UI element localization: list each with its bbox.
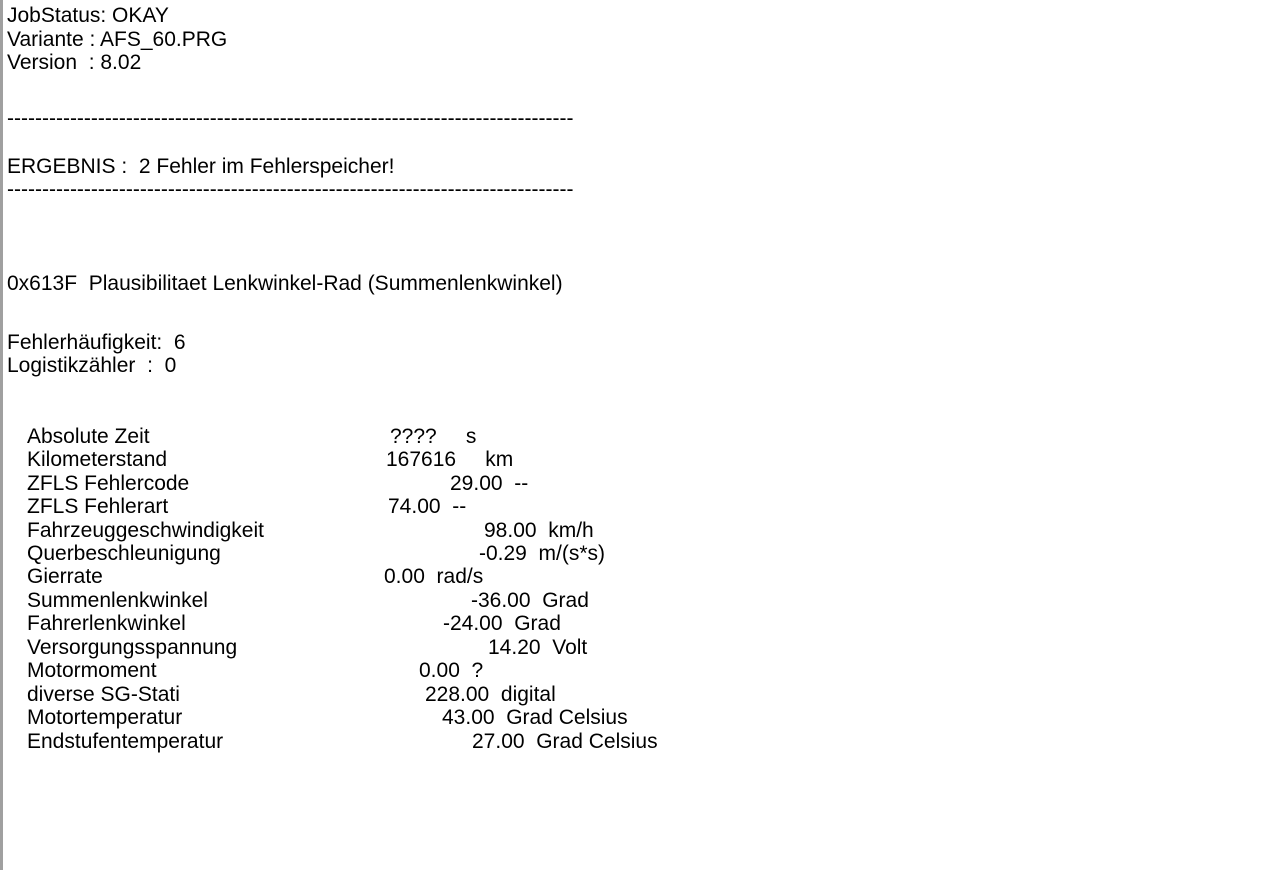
env-label: Fahrzeuggeschwindigkeit (27, 519, 264, 542)
logistic-counter-line: Logistikzähler : 0 (7, 354, 177, 377)
env-label: ZFLS Fehlercode (27, 472, 190, 495)
variante-line: Variante : AFS_60.PRG (7, 28, 228, 51)
env-value: 14.20 Volt (488, 636, 588, 659)
env-value: 29.00 -- (450, 472, 529, 495)
fault-frequency-line: Fehlerhäufigkeit: 6 (7, 331, 186, 354)
env-value: 98.00 km/h (484, 519, 594, 542)
env-label: Kilometerstand (27, 448, 168, 471)
env-value: 0.00 rad/s (384, 565, 484, 588)
env-value: 228.00 digital (425, 683, 556, 706)
env-value: 74.00 -- (388, 495, 467, 518)
env-label: Motortemperatur (27, 706, 183, 729)
env-label: Versorgungsspannung (27, 636, 238, 659)
env-value: 0.00 ? (419, 659, 484, 682)
result-line: ERGEBNIS : 2 Fehler im Fehlerspeicher! (7, 155, 395, 178)
env-label: Summenlenkwinkel (27, 589, 208, 612)
env-label: Motormoment (27, 659, 157, 682)
job-status-line: JobStatus: OKAY (7, 4, 169, 27)
separator-bottom: --------------------------------------------------------------------------------- (7, 178, 574, 201)
env-label: diverse SG-Stati (27, 683, 180, 706)
env-value: -36.00 Grad (471, 589, 589, 612)
env-value: 27.00 Grad Celsius (472, 730, 658, 753)
env-label: Querbeschleunigung (27, 542, 221, 565)
env-label: Endstufentemperatur (27, 730, 224, 753)
fault-code-line: 0x613F Plausibilitaet Lenkwinkel-Rad (Summenlenkwinkel) (7, 272, 563, 295)
env-label: Fahrerlenkwinkel (27, 612, 186, 635)
env-value: ???? s (390, 425, 477, 448)
env-label: Absolute Zeit (27, 425, 150, 448)
left-border (0, 0, 3, 870)
version-line: Version : 8.02 (7, 51, 142, 74)
env-value: -24.00 Grad (443, 612, 561, 635)
env-value: 43.00 Grad Celsius (442, 706, 628, 729)
env-label: Gierrate (27, 565, 103, 588)
separator-top: --------------------------------------------------------------------------------- (7, 107, 574, 130)
env-label: ZFLS Fehlerart (27, 495, 169, 518)
env-value: 167616 km (386, 448, 514, 471)
env-value: -0.29 m/(s*s) (479, 542, 606, 565)
